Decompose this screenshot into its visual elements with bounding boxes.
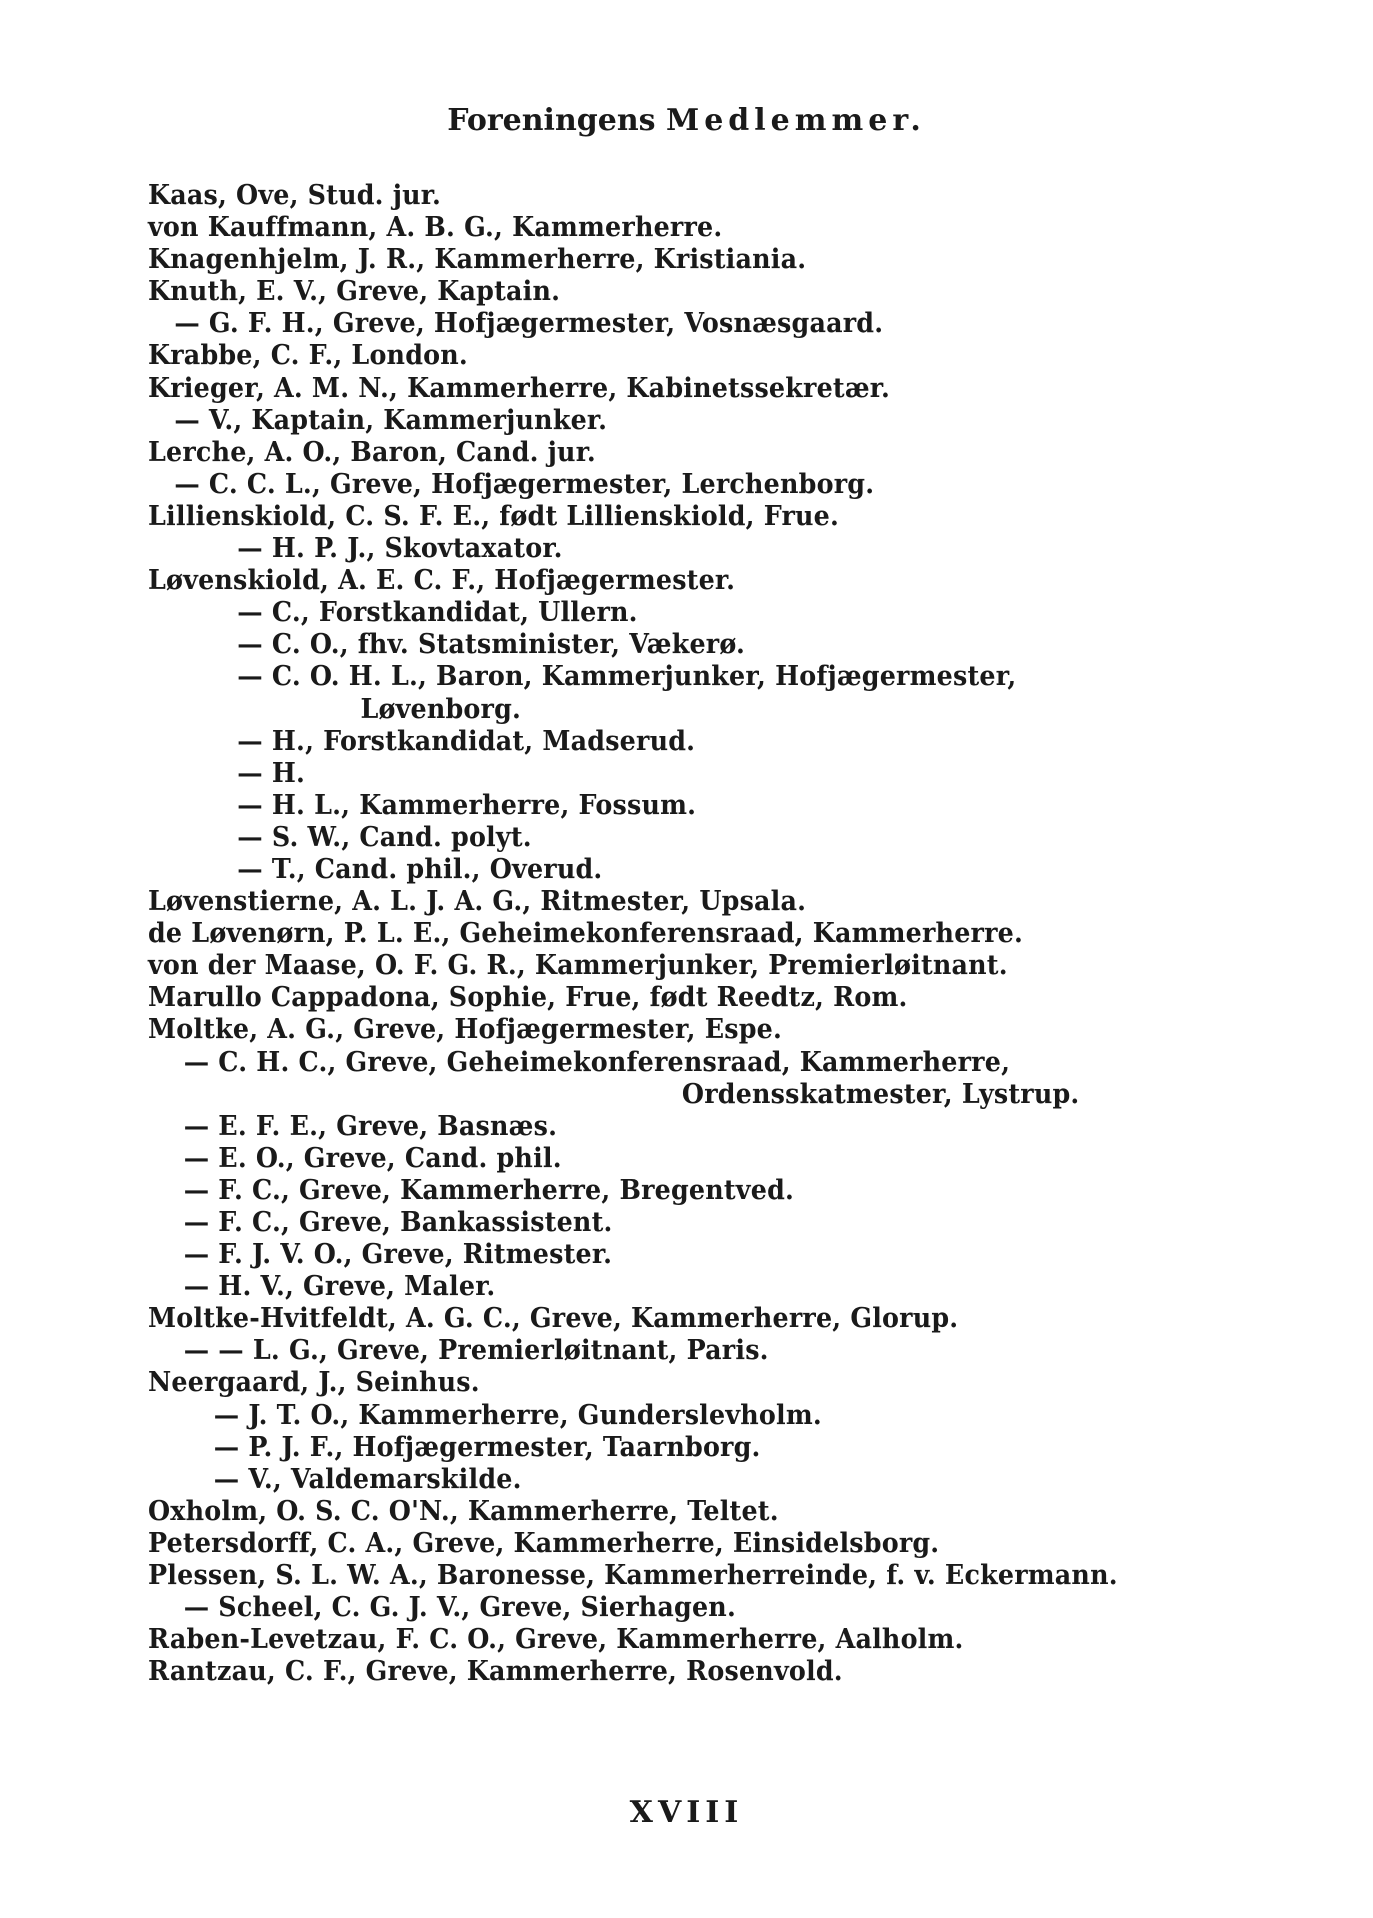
member-entry: Moltke, A. G., Greve, Hofjægermester, Espe.: [148, 1014, 783, 1046]
member-entry: — T., Cand. phil., Overud.: [237, 853, 603, 885]
page-number: XVIII: [629, 1795, 744, 1830]
member-entry: — H.: [237, 757, 306, 789]
member-entry: — H., Forstkandidat, Madserud.: [237, 725, 696, 757]
member-entry: von der Maase, O. F. G. R., Kammerjunker, Premierløitnant.: [148, 950, 1008, 982]
member-entry: Krieger, A. M. N., Kammerherre, Kabinetssekretær.: [148, 372, 891, 404]
member-entry: Plessen, S. L. W. A., Baronesse, Kammerherreinde, f. v. Eckermann.: [148, 1560, 1118, 1592]
member-entry: — C. O., fhv. Statsminister, Vækerø.: [237, 629, 746, 661]
member-entry: Løvenskiold, A. E. C. F., Hofjægermester.: [148, 565, 736, 597]
member-entry: Løvenstierne, A. L. J. A. G., Ritmester, Upsala.: [148, 886, 807, 918]
member-entry: — C. H. C., Greve, Geheimekonferensraad, Kammerherre,: [183, 1046, 1011, 1078]
page-title: [0, 103, 1373, 138]
member-entry: — E. O., Greve, Cand. phil.: [183, 1142, 562, 1174]
member-entry: Raben-Levetzau, F. C. O., Greve, Kammerherre, Aalholm.: [148, 1624, 964, 1656]
member-entry: — C., Forstkandidat, Ullern.: [237, 597, 638, 629]
member-entry: Lerche, A. O., Baron, Cand. jur.: [148, 436, 596, 468]
member-entry: Knuth, E. V., Greve, Kaptain.: [148, 276, 561, 308]
member-entry: — C. C. L., Greve, Hofjægermester, Lerchenborg.: [174, 468, 875, 500]
member-entry: Krabbe, C. F., London.: [148, 340, 468, 372]
member-entry: Petersdorff, C. A., Greve, Kammerherre, Einsidelsborg.: [148, 1527, 940, 1559]
member-entry: — — L. G., Greve, Premierløitnant, Paris.: [183, 1335, 769, 1367]
member-entry: — E. F. E., Greve, Basnæs.: [183, 1110, 558, 1142]
member-entry: Neergaard, J., Seinhus.: [148, 1367, 480, 1399]
member-entry: — V., Valdemarskilde.: [213, 1463, 522, 1495]
member-entry: Moltke-Hvitfeldt, A. G. C., Greve, Kammerherre, Glorup.: [148, 1303, 959, 1335]
member-entry: — Scheel, C. G. J. V., Greve, Sierhagen.: [183, 1592, 736, 1624]
member-entry: — H. P. J., Skovtaxator.: [237, 533, 563, 565]
member-entry: — S. W., Cand. polyt.: [237, 821, 532, 853]
member-entry: — H. L., Kammerherre, Fossum.: [237, 789, 697, 821]
member-entry: Løvenborg.: [360, 693, 522, 725]
member-entry: Rantzau, C. F., Greve, Kammerherre, Rosenvold.: [148, 1656, 843, 1688]
member-entry: Oxholm, O. S. C. O'N., Kammerherre, Teltet.: [148, 1495, 779, 1527]
member-entry: Kaas, Ove, Stud. jur.: [148, 180, 441, 211]
member-entry: Lillienskiold, C. S. F. E., født Lillienskiold, Frue.: [148, 500, 840, 532]
member-entry: — P. J. F., Hofjægermester, Taarnborg.: [213, 1431, 761, 1463]
member-entry: de Løvenørn, P. L. E., Geheimekonferensraad, Kammerherre.: [148, 918, 1024, 950]
member-entry: von Kauffmann, A. B. G., Kammerherre.: [148, 212, 723, 244]
member-entry: Marullo Cappadona, Sophie, Frue, født Reedtz, Rom.: [148, 982, 908, 1014]
member-entry: — F. C., Greve, Bankassistent.: [183, 1207, 613, 1238]
member-list: [148, 180, 1248, 1688]
member-entry: — J. T. O., Kammerherre, Gunderslevholm.: [213, 1399, 822, 1431]
member-entry: — H. V., Greve, Maler.: [183, 1271, 496, 1303]
member-entry: — V., Kaptain, Kammerjunker.: [174, 404, 608, 436]
member-entry: — C. O. H. L., Baron, Kammerjunker, Hofjægermester,: [237, 661, 1017, 693]
member-entry: — F. C., Greve, Kammerherre, Bregentved.: [183, 1174, 795, 1206]
member-entry: Knagenhjelm, J. R., Kammerherre, Kristiania.: [148, 244, 807, 276]
page-title-spaced: Medlemmer.: [665, 103, 926, 138]
member-entry: — G. F. H., Greve, Hofjægermester, Vosnæsgaard.: [174, 308, 884, 340]
member-entry: — F. J. V. O., Greve, Ritmester.: [183, 1239, 613, 1271]
page-title-prefix: Foreningens: [447, 103, 666, 138]
member-entry: Ordensskatmester, Lystrup.: [681, 1078, 1080, 1110]
